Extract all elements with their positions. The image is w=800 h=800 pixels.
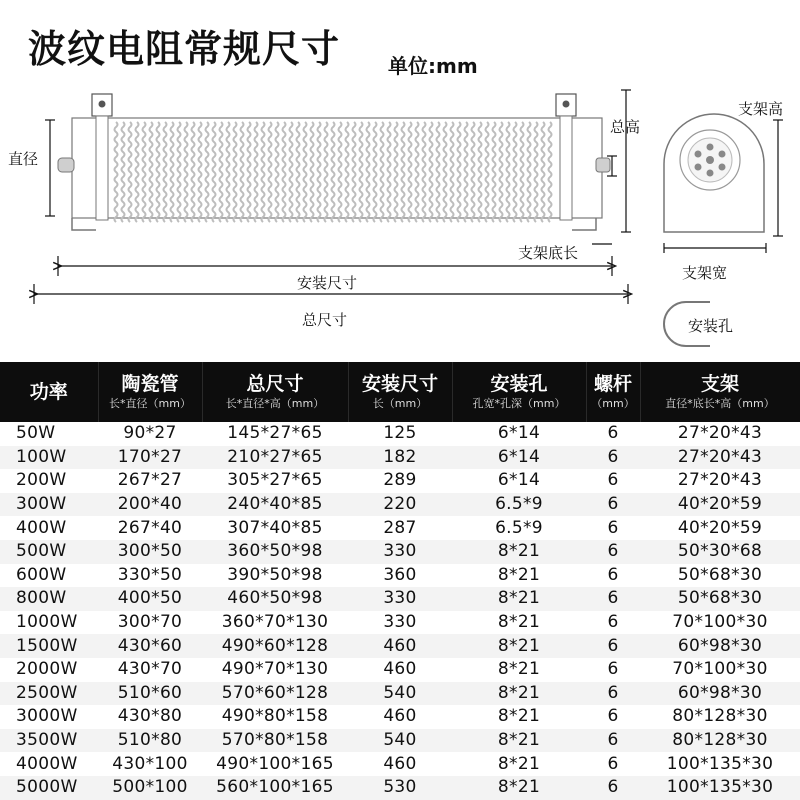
table-cell: 50W [16,423,56,444]
fin-wave [178,122,181,222]
table-cell: 200W [16,470,67,491]
table-cell: 300*50 [117,541,183,562]
table-cell: 6 [607,706,619,727]
table-cell: 27*20*43 [677,470,763,491]
fin-wave [290,122,293,222]
fin-wave [458,122,461,222]
fin-wave [444,122,447,222]
column-header [0,362,98,422]
table-cell: 490*70*130 [221,659,329,680]
fin-wave [353,122,356,222]
diameter-label: 直径 [8,150,39,168]
table-cell: 510*60 [117,682,183,703]
fin-wave [465,122,468,222]
fin-wave [122,122,125,222]
table-cell: 390*50*98 [227,564,323,585]
fin-wave [381,122,384,222]
table-cell: 6 [607,753,619,774]
size-table-wrap [0,362,800,800]
table-cell: 6 [607,517,619,538]
fin-wave [339,122,342,222]
resistor-body [58,94,610,230]
table-cell: 530 [383,777,417,798]
table-cell: 80*128*30 [672,730,768,751]
table-cell: 100W [16,446,67,467]
table-cell: 360 [383,564,417,585]
fin-wave [283,122,286,222]
table-row [0,540,800,564]
table-cell: 8*21 [497,588,541,609]
fin-wave [262,122,265,222]
table-row [0,446,800,470]
table-cell: 50*30*68 [677,541,763,562]
table-cell: 560*100*165 [216,777,334,798]
table-cell: 50*68*30 [677,564,763,585]
table-cell: 330*50 [117,564,183,585]
fin-wave [437,122,440,222]
table-cell: 6 [607,777,619,798]
fin-wave [346,122,349,222]
column-header-title: 螺杆 [593,373,632,395]
bracket-height-label: 支架高 [738,100,784,118]
fin-wave [234,122,237,222]
column-header-unit: 直径*底长*高（mm） [665,397,775,410]
table-cell: 400*50 [117,588,183,609]
table-row [0,469,800,493]
table-cell: 240*40*85 [227,494,323,515]
table-cell: 287 [383,517,417,538]
table-cell: 430*70 [117,659,183,680]
fin-wave [521,122,524,222]
table-cell: 460 [383,753,417,774]
table-cell: 40*20*59 [677,517,763,538]
table-cell: 510*80 [117,730,183,751]
table-cell: 6 [607,541,619,562]
table-cell: 50*68*30 [677,588,763,609]
fin-wave [164,122,167,222]
table-cell: 100*135*30 [666,753,774,774]
table-cell: 3000W [16,706,78,727]
column-header-title: 陶瓷管 [121,373,179,395]
fin-wave [500,122,503,222]
table-cell: 430*80 [117,706,183,727]
fin-wave [374,122,377,222]
fin-wave [241,122,244,222]
table-row [0,564,800,588]
column-header-unit: 长*直径（mm） [109,397,191,410]
resistor-diagram [0,80,800,360]
table-cell: 540 [383,730,417,751]
fin-wave [479,122,482,222]
fin-wave [535,122,538,222]
column-header-title: 安装孔 [490,373,548,395]
fin-wave [185,122,188,222]
table-cell: 500*100 [112,777,188,798]
table-cell: 6 [607,564,619,585]
table-cell: 8*21 [497,612,541,633]
fin-wave [227,122,230,222]
table-cell: 490*100*165 [216,753,334,774]
table-cell: 430*100 [112,753,188,774]
fin-wave [388,122,391,222]
table-cell: 6.5*9 [495,494,543,515]
resistor-drawing [0,80,800,360]
fin-wave [129,122,132,222]
table-cell: 5000W [16,777,78,798]
table-cell: 2500W [16,682,78,703]
table-cell: 500W [16,541,67,562]
table-cell: 6 [607,612,619,633]
fin-wave [367,122,370,222]
table-cell: 6 [607,470,619,491]
fin-wave [409,122,412,222]
table-cell: 1000W [16,612,78,633]
total-size-label: 总尺寸 [302,311,348,329]
table-cell: 267*27 [117,470,183,491]
table-cell: 70*100*30 [672,612,768,633]
table-row [0,729,800,753]
column-header [586,362,640,422]
fin-wave [395,122,398,222]
fin-wave [311,122,314,222]
column-header [640,362,800,422]
table-cell: 307*40*85 [227,517,323,538]
table-cell: 800W [16,588,67,609]
table-row [0,682,800,706]
table-row [0,752,800,776]
table-cell: 330 [383,541,417,562]
fin-wave [269,122,272,222]
fin-wave [486,122,489,222]
table-cell: 600W [16,564,67,585]
table-cell: 60*98*30 [677,682,763,703]
fin-wave [136,122,139,222]
fin-wave [493,122,496,222]
table-cell: 300W [16,494,67,515]
table-cell: 6*14 [497,470,541,491]
fin-wave [451,122,454,222]
size-table [0,362,800,800]
fin-wave [318,122,321,222]
table-row [0,493,800,517]
table-cell: 305*27*65 [227,470,323,491]
table-cell: 6 [607,730,619,751]
column-header-unit: 孔宽*孔深（mm） [472,397,566,410]
table-row [0,776,800,800]
fin-wave [360,122,363,222]
table-cell: 570*80*158 [221,730,329,751]
fin-wave [150,122,153,222]
table-cell: 267*40 [117,517,183,538]
fin-wave [255,122,258,222]
fin-wave [248,122,251,222]
fin-wave [325,122,328,222]
fin-wave [115,122,118,222]
table-row [0,516,800,540]
column-header [348,362,452,422]
column-header [202,362,348,422]
table-cell: 80*128*30 [672,706,768,727]
table-cell: 6 [607,588,619,609]
table-cell: 100*135*30 [666,777,774,798]
fin-wave [157,122,160,222]
table-cell: 460*50*98 [227,588,323,609]
side-view [664,114,764,232]
table-cell: 6*14 [497,423,541,444]
column-header-unit: 长*直径*高（mm） [225,397,325,410]
table-cell: 289 [383,470,417,491]
table-cell: 90*27 [123,423,177,444]
table-cell: 330 [383,588,417,609]
table-cell: 460 [383,659,417,680]
table-row [0,658,800,682]
table-cell: 8*21 [497,777,541,798]
fin-wave [297,122,300,222]
table-cell: 330 [383,612,417,633]
bracket-base-length-label: 支架底长 [518,244,579,262]
table-cell: 40*20*59 [677,494,763,515]
fin-wave [549,122,552,222]
table-cell: 8*21 [497,682,541,703]
table-cell: 460 [383,635,417,656]
fin-wave [206,122,209,222]
table-cell: 27*20*43 [677,423,763,444]
table-body [0,422,800,800]
table-cell: 2000W [16,659,78,680]
column-header-title: 支架 [700,373,739,395]
fin-wave [220,122,223,222]
table-cell: 490*80*158 [221,706,329,727]
table-row [0,422,800,446]
fin-wave [213,122,216,222]
fin-wave [430,122,433,222]
table-cell: 60*98*30 [677,635,763,656]
fin-wave [416,122,419,222]
page-title: 波纹电阻常规尺寸 [28,27,341,71]
table-cell: 6 [607,635,619,656]
table-cell: 125 [383,423,417,444]
fin-wave [472,122,475,222]
table-cell: 360*50*98 [227,541,323,562]
fin-wave [143,122,146,222]
table-cell: 360*70*130 [221,612,329,633]
table-row [0,611,800,635]
table-cell: 6 [607,682,619,703]
table-cell: 8*21 [497,541,541,562]
fin-wave [276,122,279,222]
table-cell: 300*70 [117,612,183,633]
table-cell: 6 [607,423,619,444]
table-cell: 1500W [16,635,78,656]
table-cell: 490*60*128 [221,635,329,656]
fin-wave [199,122,202,222]
table-cell: 70*100*30 [672,659,768,680]
table-cell: 210*27*65 [227,446,323,467]
table-cell: 8*21 [497,730,541,751]
column-header [452,362,586,422]
fin-wave [507,122,510,222]
table-cell: 27*20*43 [677,446,763,467]
table-cell: 200*40 [117,494,183,515]
fin-wave [542,122,545,222]
fin-wave [171,122,174,222]
column-header-title: 功率 [29,381,68,403]
table-cell: 182 [383,446,417,467]
table-cell: 4000W [16,753,78,774]
column-header-unit: （mm） [591,397,635,410]
fin-wave [192,122,195,222]
table-cell: 170*27 [117,446,183,467]
table-cell: 6 [607,494,619,515]
column-header-title: 总尺寸 [246,373,304,395]
table-cell: 6 [607,446,619,467]
table-cell: 6.5*9 [495,517,543,538]
column-header-unit: 长（mm） [372,397,428,410]
table-cell: 8*21 [497,706,541,727]
table-cell: 145*27*65 [227,423,323,444]
table-cell: 570*60*128 [221,682,329,703]
fin-wave [528,122,531,222]
table-cell: 8*21 [497,635,541,656]
table-cell: 8*21 [497,659,541,680]
table-cell: 540 [383,682,417,703]
table-header-row [0,362,800,422]
table-cell: 430*60 [117,635,183,656]
table-cell: 6*14 [497,446,541,467]
fin-wave [514,122,517,222]
table-cell: 3500W [16,730,78,751]
table-row [0,634,800,658]
column-header [98,362,202,422]
fin-wave [304,122,307,222]
table-cell: 8*21 [497,753,541,774]
table-row [0,705,800,729]
bracket-width-label: 支架宽 [682,264,728,282]
table-cell: 460 [383,706,417,727]
table-cell: 400W [16,517,67,538]
table-cell: 8*21 [497,564,541,585]
table-cell: 6 [607,659,619,680]
install-hole-label: 安装孔 [688,317,734,335]
install-size-label: 安装尺寸 [297,274,358,292]
table-cell: 220 [383,494,417,515]
fin-wave [402,122,405,222]
table-row [0,587,800,611]
fin-wave [423,122,426,222]
fin-wave [332,122,335,222]
unit-label: 单位:mm [388,54,478,78]
total-height-label: 总高 [610,118,641,136]
column-header-title: 安装尺寸 [361,373,438,395]
